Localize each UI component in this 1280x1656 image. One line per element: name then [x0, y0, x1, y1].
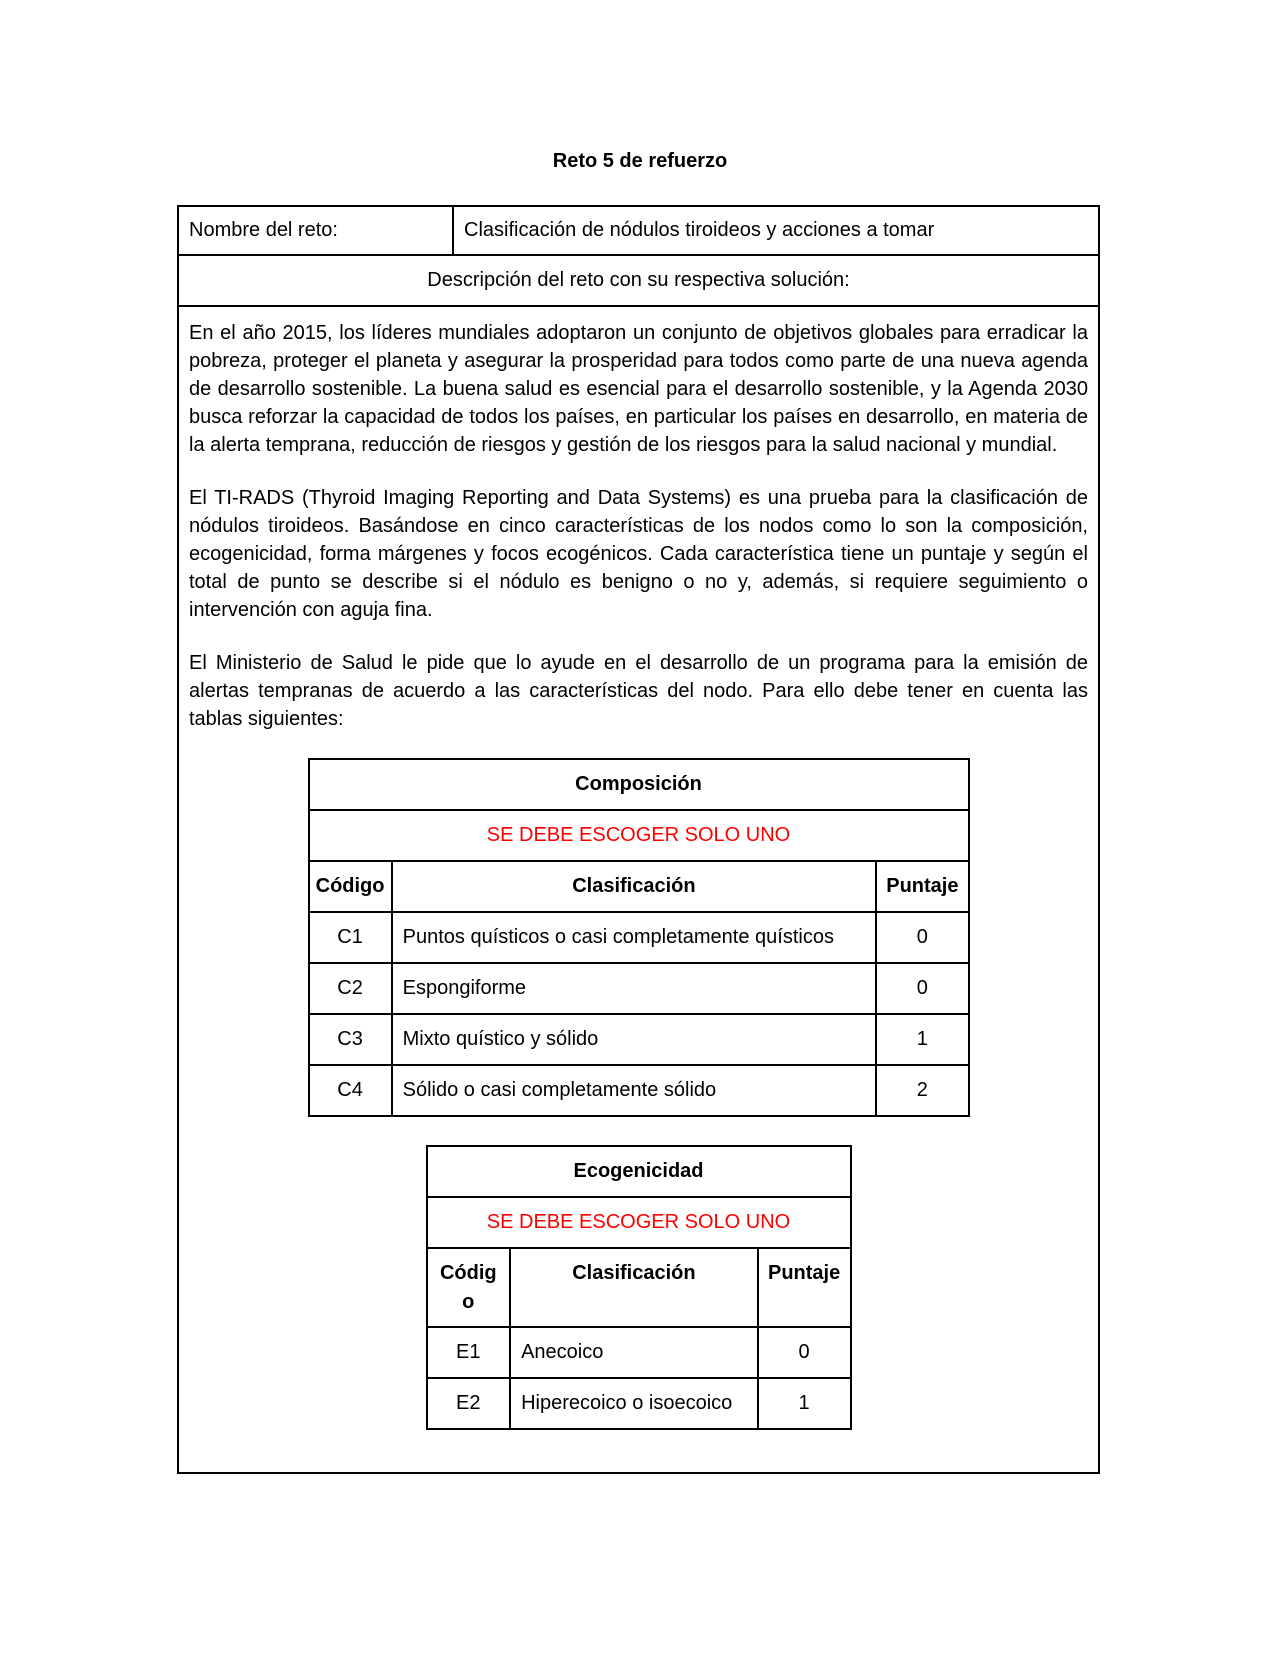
code-cell: E1 [427, 1327, 511, 1378]
description-header: Descripción del reto con su respectiva solución: [179, 256, 1098, 307]
table-row [427, 1327, 851, 1378]
table-row [309, 912, 969, 963]
score-cell: 1 [876, 1014, 968, 1065]
code-cell: E2 [427, 1378, 511, 1429]
classification-cell: Hiperecoico o isoecoico [510, 1378, 758, 1429]
code-cell: C4 [309, 1065, 392, 1116]
echogenicity-title: Ecogenicidad [427, 1146, 851, 1197]
score-cell: 0 [876, 963, 968, 1014]
column-header-classification: Clasificación [392, 861, 877, 912]
code-cell: C3 [309, 1014, 392, 1065]
echogenicity-header-row [427, 1248, 851, 1327]
composition-header-row [309, 861, 969, 912]
column-header-code: Código [309, 861, 392, 912]
table-row [309, 1065, 969, 1116]
score-cell: 1 [758, 1378, 851, 1429]
composition-note: SE DEBE ESCOGER SOLO UNO [309, 810, 969, 861]
classification-cell: Sólido o casi completamente sólido [392, 1065, 877, 1116]
classification-cell: Puntos quísticos o casi completamente quísticos [392, 912, 877, 963]
table-row [309, 1014, 969, 1065]
table-row [427, 1378, 851, 1429]
echogenicity-table [426, 1145, 852, 1430]
paragraph-ministry: El Ministerio de Salud le pide que lo ayude en el desarrollo de un programa para la emisión de alertas tempranas de acuerdo a las características del nodo. Para ello debe tener en cuenta las tablas siguientes: [189, 652, 1088, 730]
column-header-classification: Clasificación [510, 1248, 758, 1327]
column-header-code: Código [427, 1248, 511, 1327]
column-header-score: Puntaje [876, 861, 968, 912]
classification-cell: Espongiforme [392, 963, 877, 1014]
code-cell: C2 [309, 963, 392, 1014]
classification-cell: Mixto quístico y sólido [392, 1014, 877, 1065]
echogenicity-note: SE DEBE ESCOGER SOLO UNO [427, 1197, 851, 1248]
score-cell: 2 [876, 1065, 968, 1116]
column-header-score: Puntaje [758, 1248, 851, 1327]
challenge-table [177, 205, 1100, 1474]
code-cell: C1 [309, 912, 392, 963]
composition-table [308, 758, 970, 1117]
score-cell: 0 [758, 1327, 851, 1378]
classification-cell: Anecoico [510, 1327, 758, 1378]
challenge-name-value: Clasificación de nódulos tiroideos y acciones a tomar [464, 219, 935, 241]
composition-title: Composición [309, 759, 969, 810]
paragraph-sdg: En el año 2015, los líderes mundiales adoptaron un conjunto de objetivos globales para erradicar la pobreza, proteger el planeta y asegurar la prosperidad para todos como parte de una nueva agenda de desarrollo sostenible. La buena salud es esencial para el desarrollo sostenible, y la Agenda 2030 busca reforzar la capacidad de todos los países, en particular los países en desarrollo, en materia de la alerta temprana, reducción de riesgos y gestión de los riesgos para la salud nacional y mundial. [189, 322, 1088, 456]
challenge-name-label: Nombre del reto: [179, 207, 454, 254]
paragraph-tirads: El TI-RADS (Thyroid Imaging Reporting and Data Systems) es una prueba para la clasificación de nódulos tiroideos. Basándose en cinco características de los nodos como lo son la composición, ecogenicidad, forma márgenes y focos ecogénicos. Cada característica tiene un puntaje y según el total de punto se describe si el nódulo es benigno o no y, además, si requiere seguimiento o intervención con aguja fina. [189, 487, 1088, 621]
description-body [179, 307, 1098, 1430]
table-row [309, 963, 969, 1014]
document-title: Reto 5 de refuerzo [552, 150, 728, 172]
score-cell: 0 [876, 912, 968, 963]
challenge-name-row [179, 207, 1098, 256]
